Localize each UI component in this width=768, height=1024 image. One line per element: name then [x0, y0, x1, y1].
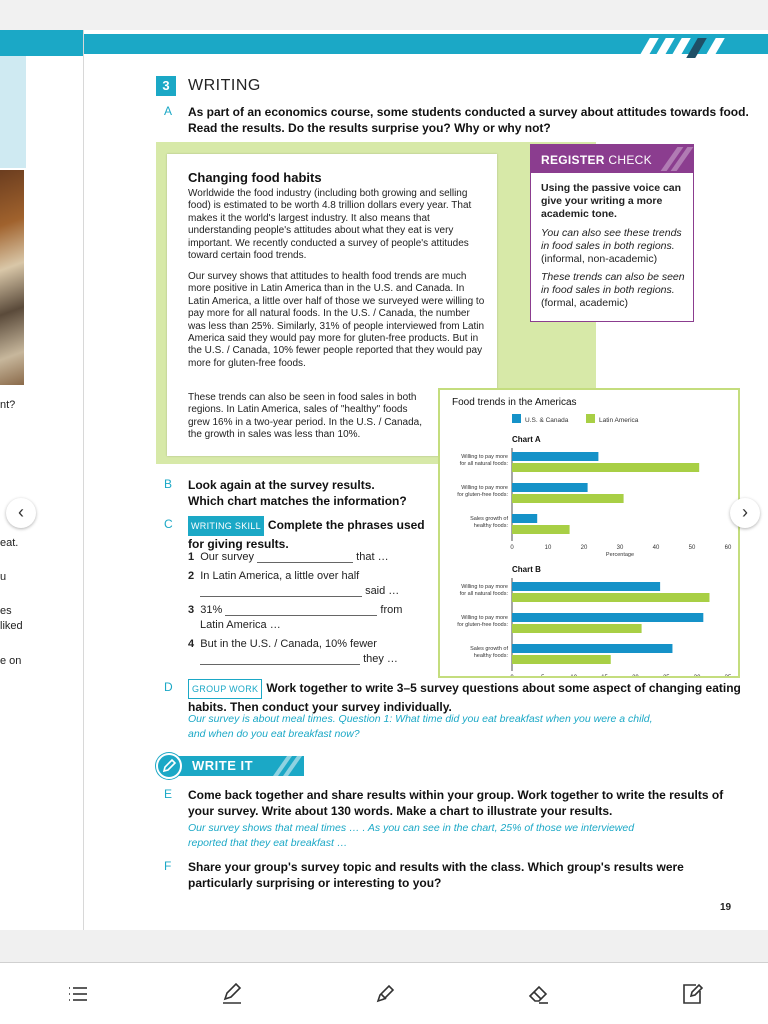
- category-label: Willing to pay more: [461, 615, 508, 621]
- note-icon[interactable]: [679, 981, 705, 1007]
- article-paragraph: These trends can also be seen in food sales in both regions. In Latin America, sales of "healthy" foods grew 16% in a two-year period. In the U.S. / Canada, the growth in sales was less than 10%.: [188, 392, 423, 441]
- question-d-text: [188, 679, 741, 715]
- phrase-item-1: [188, 551, 389, 563]
- annotation-toolbar: [0, 962, 768, 1024]
- tick-label: 60: [724, 545, 732, 551]
- question-b-text: [188, 477, 407, 509]
- previous-page-text: eat.: [0, 537, 19, 549]
- category-label: Willing to pay more: [461, 454, 508, 460]
- previous-page-button[interactable]: ‹: [6, 498, 36, 528]
- eraser-icon[interactable]: [526, 981, 552, 1007]
- tick-label: 20: [580, 545, 588, 551]
- tick-label: [510, 675, 514, 676]
- question-f-line: Share your group's survey topic and results with the class. Which group's results were: [188, 860, 684, 874]
- article-paragraph: Worldwide the food industry (including both growing and selling food) is estimated to be worth 4.8 trillion dollars every year. That makes it the world's largest industry. It also means that understanding people's attitudes about what they eat is very important. We recently conducted a survey of people's attitudes toward certain food trends.: [188, 188, 472, 262]
- legend-label: U.S. & Canada: [525, 417, 569, 424]
- answer-blank[interactable]: [257, 551, 353, 563]
- phrase-item-3-cont: Latin America …: [200, 619, 281, 631]
- bar: [512, 582, 660, 591]
- category-label: Willing to pay more: [461, 485, 508, 491]
- highlighter-icon[interactable]: [372, 981, 398, 1007]
- bar: [512, 525, 570, 534]
- register-example-informal: You can also see these trends in food sales in both regions.: [541, 227, 682, 252]
- previous-page-text: liked: [0, 620, 23, 632]
- question-d-letter: D: [164, 680, 173, 694]
- category-label: for all natural foods:: [459, 591, 508, 597]
- question-f-letter: F: [164, 859, 172, 873]
- register-example-formal: These trends can also be seen in food sales in both regions.: [541, 271, 685, 296]
- register-title-light: CHECK: [604, 153, 652, 167]
- write-it-label: WRITE IT: [192, 758, 254, 773]
- phrase-number: 3: [188, 604, 195, 616]
- question-d-example: [188, 712, 728, 742]
- phrase-text: they …: [363, 653, 398, 665]
- article-paragraph: Our survey shows that attitudes to health food trends are much more positive in Latin America than in the U.S. and Canada. In Latin America, a little over half of those we surveyed were willing to pay more for all natural foods. In the U.S. / Canada, the number was less than 25%. Similarly, 31% of people interviewed from Latin America said they would pay more for gluten-free products. But in the U.S. / Canada, 10% fewer people reported that they would pay more for gluten-free foods.: [188, 271, 485, 369]
- example-line: reported that they eat breakfast …: [188, 837, 348, 849]
- question-d-line: Work together to write 3–5 survey questions about some aspect of changing eating: [266, 681, 741, 695]
- tick-label: [694, 675, 701, 676]
- bar: [512, 483, 588, 492]
- bar: [512, 452, 598, 461]
- article-title: Changing food habits: [188, 170, 322, 185]
- question-a-letter: A: [164, 104, 173, 118]
- bar: [512, 624, 642, 633]
- category-label: Sales growth of: [470, 516, 508, 522]
- write-it-banner: [156, 753, 306, 779]
- group-work-tag: GROUP WORK: [188, 679, 262, 699]
- question-e-line: Come back together and share results within your group. Work together to write the results of: [188, 788, 724, 802]
- question-b-line: Which chart matches the information?: [188, 494, 407, 508]
- question-e-line: your survey. Write about 130 words. Make a chart to illustrate your results.: [188, 804, 613, 818]
- tick-label: 0: [510, 545, 514, 551]
- question-e-letter: E: [164, 787, 173, 801]
- phrase-item-2: [188, 570, 359, 582]
- question-e-example: [188, 821, 728, 851]
- phrase-text: that …: [356, 551, 389, 563]
- previous-page: [0, 30, 84, 930]
- phrase-text: But in the U.S. / Canada, 10% fewer: [200, 638, 377, 650]
- food-trends-chart: [440, 390, 738, 676]
- category-label: healthy foods:: [473, 523, 508, 529]
- writing-skill-tag: WRITING SKILL: [188, 516, 264, 536]
- register-note-formal: (formal, academic): [541, 297, 628, 309]
- tick-label: [541, 675, 545, 676]
- tick-label: [663, 675, 670, 676]
- bar: [512, 655, 611, 664]
- register-note-informal: (informal, non-academic): [541, 253, 658, 265]
- category-label: healthy foods:: [473, 653, 508, 659]
- next-page-button[interactable]: ›: [730, 498, 760, 528]
- tick-label: 30: [616, 545, 624, 551]
- category-label: for gluten-free foods:: [457, 622, 508, 628]
- phrase-number: 2: [188, 570, 195, 582]
- question-b-line: Look again at the survey results.: [188, 478, 375, 492]
- question-e-text: [188, 787, 723, 819]
- phrase-item-3: [188, 604, 402, 616]
- question-a-line: As part of an economics course, some students conducted a survey about attitudes towards food.: [188, 105, 749, 119]
- previous-page-photo: [0, 170, 24, 385]
- legend-swatch: [512, 414, 521, 423]
- phrase-item-4-cont: [200, 653, 398, 665]
- register-check-box: [530, 144, 694, 322]
- x-axis-label: Percentage: [605, 552, 635, 558]
- pencil-icon: [156, 753, 182, 779]
- previous-page-text: es: [0, 605, 12, 617]
- question-c-letter: C: [164, 517, 173, 531]
- question-c-text: [188, 516, 425, 552]
- question-d-line: habits. Then conduct your survey individually.: [188, 700, 452, 714]
- pen-icon[interactable]: [219, 981, 245, 1007]
- category-label: Sales growth of: [470, 646, 508, 652]
- page-banner: [84, 34, 768, 54]
- chart-subtitle: Chart B: [512, 565, 541, 574]
- phrase-number: 4: [188, 638, 195, 650]
- list-icon[interactable]: [65, 981, 91, 1007]
- tick-label: 40: [652, 545, 660, 551]
- phrase-item-2-cont: [200, 585, 399, 597]
- bar: [512, 644, 672, 653]
- question-a-text: [188, 104, 749, 136]
- example-line: Our survey shows that meal times … . As you can see in the chart, 25% of those we interviewed: [188, 822, 635, 834]
- bar: [512, 494, 624, 503]
- tick-label: [601, 675, 608, 676]
- question-c-line: Complete the phrases used: [267, 518, 425, 532]
- page-number: 19: [720, 902, 732, 913]
- phrase-text: from: [380, 604, 403, 616]
- question-b-letter: B: [164, 477, 173, 491]
- bar: [512, 613, 703, 622]
- bar: [512, 514, 537, 523]
- tick-label: [725, 675, 732, 676]
- bar: [512, 593, 709, 602]
- register-intro: Using the passive voice can give your writing a more academic tone.: [541, 182, 682, 220]
- question-f-line: particularly surprising or interesting to you?: [188, 876, 442, 890]
- question-a-line: Read the results. Do the results surprise you? Why or why not?: [188, 121, 551, 135]
- register-check-title: [541, 153, 652, 167]
- question-f-text: [188, 859, 684, 891]
- category-label: for all natural foods:: [459, 461, 508, 467]
- tick-label: [632, 675, 639, 676]
- legend-label: Latin America: [599, 417, 639, 424]
- chart-box: [438, 388, 740, 678]
- phrase-text: said …: [365, 585, 400, 597]
- bar: [512, 463, 699, 472]
- previous-page-text: u: [0, 571, 7, 583]
- answer-blank[interactable]: [200, 585, 362, 597]
- register-title-bold: REGISTER: [541, 153, 605, 167]
- previous-page-text: nt?: [0, 399, 16, 411]
- register-check-header: [531, 145, 693, 173]
- chart-title: Food trends in the Americas: [452, 397, 577, 408]
- example-line: and when do you eat breakfast now?: [188, 728, 360, 740]
- category-label: Willing to pay more: [461, 584, 508, 590]
- section-title: WRITING: [188, 77, 261, 94]
- previous-page-text: e on: [0, 655, 22, 667]
- textbook-page: [84, 30, 768, 930]
- previous-page-banner: [0, 30, 84, 56]
- tick-label: 50: [688, 545, 696, 551]
- legend-swatch: [586, 414, 595, 423]
- phrase-item-4: [188, 638, 377, 650]
- top-strip: [0, 0, 768, 30]
- phrase-text: In Latin America, a little over half: [200, 570, 360, 582]
- banner-stripes: [634, 38, 754, 58]
- chart-subtitle: Chart A: [512, 435, 541, 444]
- phrase-number: 1: [188, 551, 195, 563]
- answer-blank[interactable]: [200, 653, 360, 665]
- phrase-text: Our survey: [200, 551, 255, 563]
- phrase-text: 31%: [200, 604, 223, 616]
- example-line: Our survey is about meal times. Question 1: What time did you eat breakfast when you were a child,: [188, 713, 653, 725]
- previous-page-box: [0, 56, 26, 168]
- tick-label: 10: [544, 545, 552, 551]
- tick-label: [570, 675, 577, 676]
- category-label: for gluten-free foods:: [457, 492, 508, 498]
- register-stripes: [665, 145, 689, 173]
- answer-blank[interactable]: [225, 604, 377, 616]
- question-c-line: for giving results.: [188, 537, 289, 551]
- section-number: 3: [156, 76, 176, 96]
